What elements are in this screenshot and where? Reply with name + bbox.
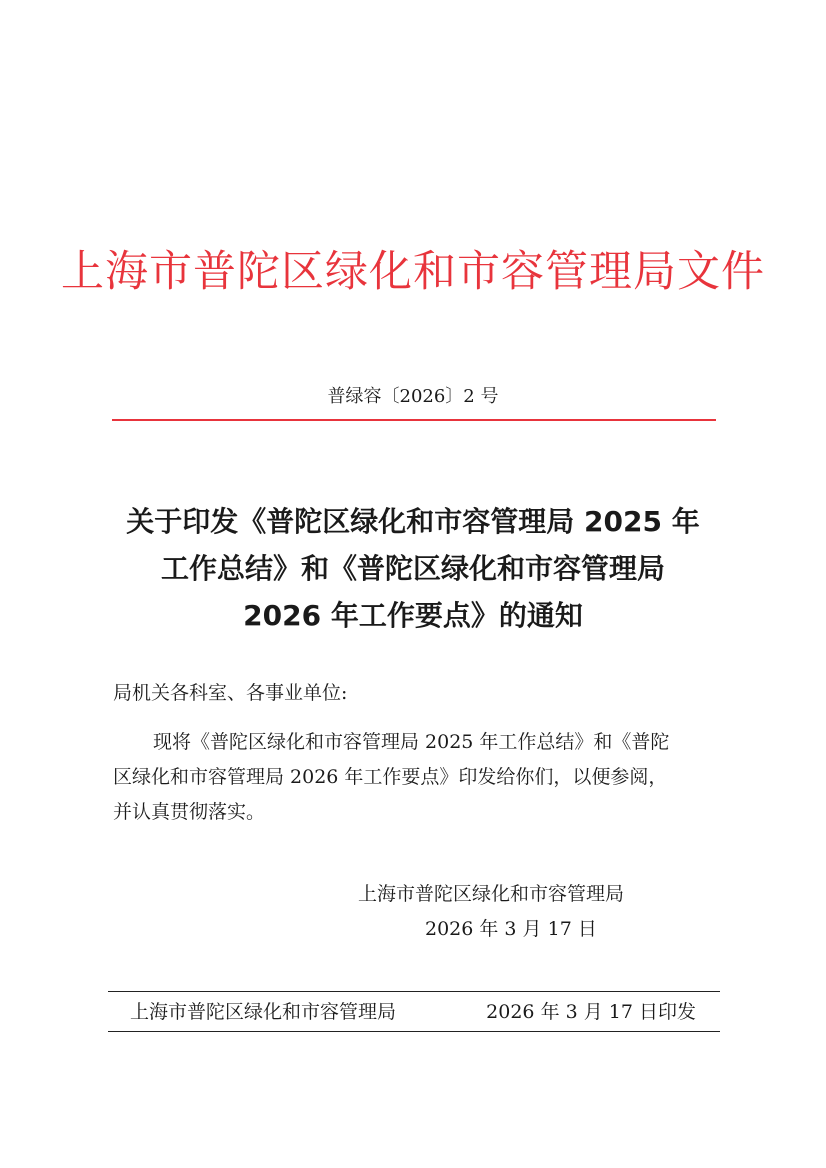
footer-issue-date: 2026 年 3 月 17 日印发: [486, 1001, 696, 1023]
red-separator-line: [112, 419, 716, 421]
signature-date: 2026 年 3 月 17 日: [425, 918, 597, 940]
footer-bottom-rule: [108, 1031, 720, 1032]
body-line-3: 并认真贯彻落实。: [113, 801, 266, 823]
body-line-1: 现将《普陀区绿化和市容管理局 2025 年工作总结》和《普陀: [153, 731, 670, 753]
title-line-3: 2026 年工作要点》的通知: [243, 599, 583, 632]
title-line-1: 关于印发《普陀区绿化和市容管理局 2025 年: [126, 505, 700, 538]
salutation: 局机关各科室、各事业单位:: [113, 682, 348, 704]
issuer-header-title: 上海市普陀区绿化和市容管理局文件: [61, 247, 765, 297]
body-paragraph: [113, 725, 733, 830]
body-line-2: 区绿化和市容管理局 2026 年工作要点》印发给你们，以便参阅，: [113, 766, 668, 788]
footer-top-rule: [108, 991, 720, 992]
title-line-2: 工作总结》和《普陀区绿化和市容管理局: [160, 552, 665, 585]
signature-issuer: 上海市普陀区绿化和市容管理局: [358, 883, 625, 905]
document-number: 普绿容〔2026〕2 号: [327, 386, 499, 407]
footer-issuer: 上海市普陀区绿化和市容管理局: [130, 1001, 397, 1023]
document-title: [60, 498, 766, 639]
